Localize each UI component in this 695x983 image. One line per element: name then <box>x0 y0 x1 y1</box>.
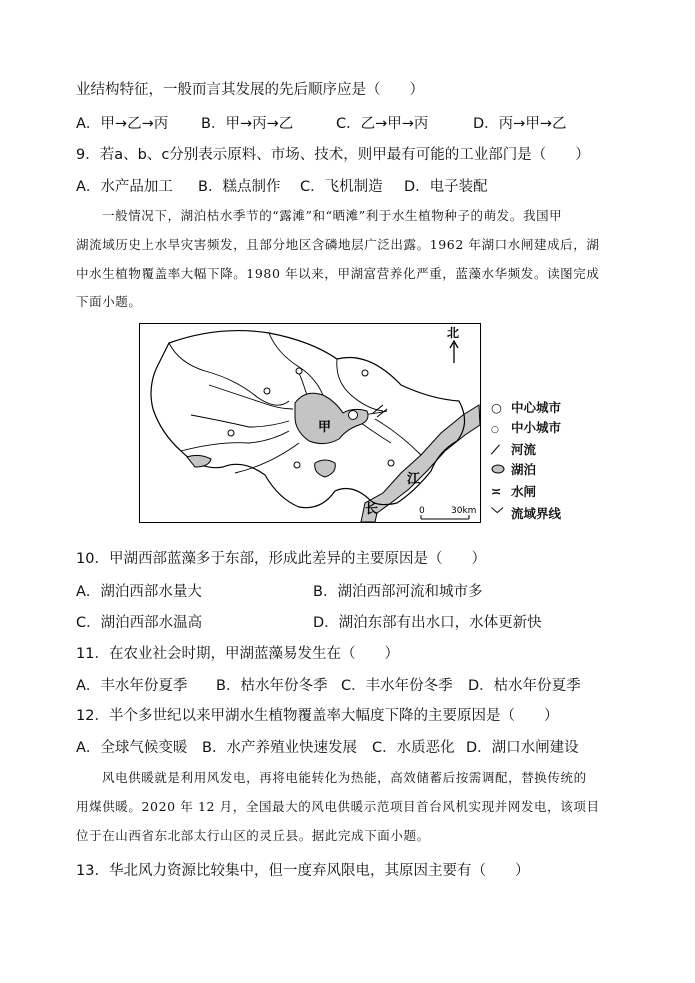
boundary-icon: ﹀ <box>491 506 504 521</box>
q8-option-c[interactable]: C．乙→甲→丙 <box>336 116 429 132</box>
q9-option-c[interactable]: C．飞机制造 <box>300 179 383 195</box>
q9-option-a[interactable]: A．水产品加工 <box>76 179 173 195</box>
q10-option-c[interactable]: C．湖泊西部水温高 <box>76 615 203 631</box>
q11-stem: 11．在农业社会时期，甲湖蓝藻易发生在（ ） <box>76 646 399 662</box>
q10-stem: 10．甲湖西部蓝藻多于东部，形成此差异的主要原因是（ ） <box>76 551 486 567</box>
q11-option-b[interactable]: B．枯水年份冬季 <box>216 678 328 694</box>
river-icon: ⟋ <box>491 442 500 457</box>
passage-wind-line-2: 用煤供暖。2020 年 12 月，全国最大的风电供暖示范项目首台风机实现并网发电，该项目 <box>76 799 600 814</box>
passage-lake-line-1: 一般情况下，湖泊枯水季节的“露滩”和“晒滩”利于水生植物种子的萌发。我国甲 <box>102 208 563 223</box>
legend-small-city: ○ 中小城市 <box>491 420 562 435</box>
q12-option-d[interactable]: D．湖口水闸建设 <box>466 740 579 756</box>
lake-icon <box>491 462 511 477</box>
q13-stem: 13．华北风力资源比较集中，但一度弃风限电，其原因主要有（ ） <box>76 863 530 879</box>
legend-center-city: ○ 中心城市 <box>491 400 562 415</box>
legend-lake: 湖泊 <box>491 460 536 478</box>
q11-option-a[interactable]: A．丰水年份夏季 <box>76 678 188 694</box>
q12-option-a[interactable]: A．全球气候变暖 <box>76 740 188 756</box>
small-city <box>228 430 234 436</box>
q8-option-a[interactable]: A．甲→乙→丙 <box>76 116 169 132</box>
small-city <box>296 368 302 374</box>
passage-wind-line-3: 位于在山西省东北部太行山区的灵丘县。据此完成下面小题。 <box>76 828 430 843</box>
sluice-icon: ≍ <box>491 484 502 499</box>
passage-lake <box>76 206 628 312</box>
legend-basin-boundary: ﹀ 流域界线 <box>491 506 562 521</box>
center-city <box>349 411 358 420</box>
q12-option-c[interactable]: C．水质恶化 <box>372 740 455 756</box>
q9-stem: 9．若a、b、c分别表示原料、市场、技术，则甲最有可能的工业部门是（ ） <box>76 147 590 163</box>
passage-lake-line-4: 下面小题。 <box>76 294 142 309</box>
small-city <box>388 460 394 466</box>
scale-zero: 0 <box>419 506 425 516</box>
center-city-icon: ○ <box>491 400 502 415</box>
small-city <box>362 370 368 376</box>
q10-option-a[interactable]: A．湖泊西部水量大 <box>76 584 202 600</box>
q11-option-c[interactable]: C．丰水年份冬季 <box>341 678 453 694</box>
small-city <box>294 462 300 468</box>
passage-wind <box>76 768 628 846</box>
lake-basin-map <box>139 323 481 523</box>
scale-km: 30km <box>451 506 477 516</box>
q8-option-b[interactable]: B．甲→丙→乙 <box>201 116 294 132</box>
passage-wind-line-1: 风电供暖就是利用风发电，再将电能转化为热能，高效储蓄后按需调配，替换传统的 <box>102 770 587 785</box>
legend-sluice: ≍ 水闸 <box>491 484 537 499</box>
passage-lake-line-3: 中水生植物覆盖率大幅下降。1980 年以来，甲湖富营养化严重，蓝藻水华频发。读图完成 <box>76 266 600 281</box>
north-label: 北 <box>447 326 460 340</box>
q11-option-d[interactable]: D．枯水年份夏季 <box>468 678 581 694</box>
q9-option-b[interactable]: B．糕点制作 <box>198 179 281 195</box>
q12-option-b[interactable]: B．水产养殖业快速发展 <box>202 740 357 756</box>
passage-lake-line-2: 湖流域历史上水旱灾害频发，且部分地区含磷地层广泛出露。1962 年湖口水闸建成后，湖 <box>76 237 600 252</box>
small-city-icon: ○ <box>491 425 499 435</box>
q8-stem-tail: 业结构特征，一般而言其发展的先后顺序应是（ ） <box>76 82 424 98</box>
q10-option-d[interactable]: D．湖泊东部有出水口，水体更新快 <box>313 615 542 631</box>
lake-label: 甲 <box>318 420 332 435</box>
q12-stem: 12．半个多世纪以来甲湖水生植物覆盖率大幅度下降的主要原因是（ ） <box>76 708 559 724</box>
river-label-jiang: 江 <box>407 472 421 487</box>
q8-option-d[interactable]: D．丙→甲→乙 <box>473 116 567 132</box>
small-city <box>264 388 270 394</box>
river-label-chang: 长 <box>365 502 379 517</box>
legend-river: ⟋ 河流 <box>491 442 537 457</box>
q10-option-b[interactable]: B．湖泊西部河流和城市多 <box>313 584 483 600</box>
q9-option-d[interactable]: D．电子装配 <box>404 179 488 195</box>
